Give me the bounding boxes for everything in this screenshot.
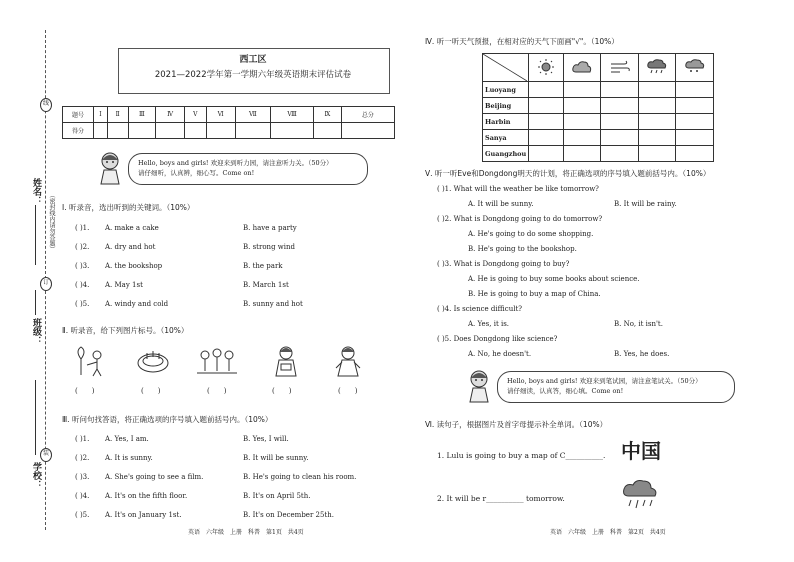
weather-cell[interactable] (563, 114, 601, 130)
weather-cell[interactable] (529, 98, 564, 114)
intro-line: 请仔细听，认真辨，细心写。Come on! (138, 168, 255, 177)
seal-notice: （密封线内请勿答题） (48, 192, 55, 252)
s1-q1-b: B. have a party (243, 224, 297, 232)
weather-cell[interactable] (529, 130, 564, 146)
tree-planting-icon (73, 345, 109, 377)
s6-q1[interactable]: 1. Lulu is going to buy a map of C__________. (437, 451, 606, 460)
weather-cell[interactable] (529, 114, 564, 130)
s5-q4-a: A. Yes, it is. (468, 320, 510, 328)
weather-cell[interactable] (563, 82, 601, 98)
s5-q3[interactable]: ( )3. What is Dongdong going to buy? (437, 260, 570, 268)
s5-q5-b: B. Yes, he does. (614, 350, 670, 358)
s5-q4-b: B. No, it isn't. (614, 320, 663, 328)
weather-col-cloudy (563, 54, 601, 82)
s2-pic2-blank[interactable]: ( ) (141, 387, 161, 395)
school-field[interactable] (35, 380, 36, 455)
score-cell[interactable] (271, 123, 314, 139)
weather-col-sunny (529, 54, 564, 82)
score-cell[interactable] (206, 123, 235, 139)
s1-q2-num[interactable]: ( )2. (75, 243, 90, 251)
page-footer-2: 英语 六年级 上册 科普 第2页 共4页 (550, 529, 666, 536)
weather-cell[interactable] (529, 146, 564, 162)
s3-q1-num[interactable]: ( )1. (75, 435, 90, 443)
weather-corner (483, 54, 529, 82)
weather-cell[interactable] (601, 98, 639, 114)
section-5-title: Ⅴ. 听一听Eve和Dongdong明天的计划，将正确选项的序号填入题前括号内。（10%） (425, 169, 711, 178)
section-6-title: Ⅵ. 读句子，根据图片及首字母提示补全单词。（10%） (425, 420, 608, 429)
diagonal-line (483, 54, 527, 81)
s2-pic3-blank[interactable]: ( ) (207, 387, 227, 395)
seal-mark: 装 (40, 448, 52, 462)
girl-mascot-icon (464, 368, 494, 404)
china-picture-text: 中国 (621, 439, 661, 463)
s3-q5-num[interactable]: ( )5. (75, 511, 90, 519)
weather-cell[interactable] (563, 130, 601, 146)
seal-mark: 线 (40, 98, 52, 112)
city-label: Harbin (483, 114, 529, 130)
girl-reading-icon (271, 344, 301, 378)
s1-q1-a: A. make a cake (105, 224, 159, 232)
score-cell[interactable] (128, 123, 156, 139)
score-cell[interactable] (94, 123, 108, 139)
score-header: Ⅳ (156, 107, 185, 123)
exam-district: 西工区 (239, 55, 267, 65)
score-header: Ⅴ (184, 107, 206, 123)
s1-q4-a: A. May 1st (105, 281, 143, 289)
score-cell[interactable] (156, 123, 185, 139)
cloudy-icon (572, 60, 592, 74)
page-footer-1: 英语 六年级 上册 科普 第1页 共4页 (188, 529, 304, 536)
weather-cell[interactable] (601, 146, 639, 162)
score-header: Ⅷ (271, 107, 314, 123)
writing-intro-bubble (497, 371, 735, 403)
city-label: Beijing (483, 98, 529, 114)
intro-line: Hello, boys and girls! 欢迎来到听力园，请注意听力关。（50分） (138, 159, 333, 167)
s1-q2-b: B. strong wind (243, 243, 295, 251)
score-header: Ⅱ (107, 107, 128, 123)
s5-q1-a: A. It will be sunny. (468, 200, 534, 208)
weather-cell[interactable] (601, 130, 639, 146)
exam-title: 2021—2022学年第一学期六年级英语期末评估试卷 (154, 70, 352, 80)
s5-q2[interactable]: ( )2. What is Dongdong going to do tomorrow? (437, 215, 603, 223)
s3-q3-num[interactable]: ( )3. (75, 473, 90, 481)
weather-cell[interactable] (563, 146, 601, 162)
score-row-label: 题号 (63, 107, 94, 123)
weather-cell[interactable] (676, 130, 714, 146)
score-row-label: 得分 (63, 123, 94, 139)
s5-q1[interactable]: ( )1. What will the weather be like tomorrow? (437, 185, 599, 193)
city-label: Luoyang (483, 82, 529, 98)
s6-q2[interactable]: 2. It will be r__________ tomorrow. (437, 494, 565, 503)
s5-q4[interactable]: ( )4. Is science difficult? (437, 305, 523, 313)
snowy-icon (685, 59, 705, 75)
score-header: Ⅸ (313, 107, 341, 123)
weather-cell[interactable] (638, 98, 676, 114)
weather-cell[interactable] (601, 82, 639, 98)
score-header: Ⅵ (206, 107, 235, 123)
score-cell[interactable] (313, 123, 341, 139)
weather-table (482, 53, 714, 162)
weather-cell[interactable] (638, 114, 676, 130)
s5-q3-a: A. He is going to buy some books about science. (468, 275, 640, 283)
s3-q2-num[interactable]: ( )2. (75, 454, 90, 462)
s1-q4-b: B. March 1st (243, 281, 289, 289)
s3-q5-b: B. It's on December 25th. (243, 511, 334, 519)
score-header: Ⅰ (94, 107, 108, 123)
s5-q3-b: B. He is going to buy a map of China. (468, 290, 601, 298)
weather-cell[interactable] (676, 98, 714, 114)
rainy-icon (647, 59, 667, 75)
windy-icon (610, 60, 630, 74)
school-label: 学校： (31, 462, 41, 489)
s2-pic5-blank[interactable]: ( ) (338, 387, 358, 395)
s1-q5-num[interactable]: ( )5. (75, 300, 90, 308)
s1-q3-a: A. the bookshop (105, 262, 163, 270)
s1-q2-a: A. dry and hot (105, 243, 156, 251)
score-header: Ⅶ (235, 107, 271, 123)
s5-q2-b: B. He's going to the bookshop. (468, 245, 577, 253)
s5-q2-a: A. He's going to do some shopping. (468, 230, 594, 238)
girl-mascot-icon (95, 150, 125, 186)
city-label: Sanya (483, 130, 529, 146)
girl-icon (333, 344, 363, 378)
score-cell[interactable] (235, 123, 271, 139)
s3-q4-a: A. It's on the fifth floor. (105, 492, 188, 500)
weather-cell[interactable] (676, 82, 714, 98)
score-cell[interactable] (107, 123, 128, 139)
party-icon (195, 343, 239, 377)
sunny-icon (537, 59, 555, 75)
s3-q2-b: B. It will be sunny. (243, 454, 309, 462)
s1-q5-a: A. windy and cold (105, 300, 169, 308)
section-1-title: Ⅰ. 听录音，选出听到的关键词。（10%） (62, 203, 195, 212)
s3-q5-a: A. It's on January 1st. (105, 511, 182, 519)
s3-q1-a: A. Yes, I am. (105, 435, 149, 443)
s5-q5-a: A. No, he doesn't. (468, 350, 532, 358)
weather-cell[interactable] (638, 130, 676, 146)
weather-cell[interactable] (676, 146, 714, 162)
weather-col-windy (601, 54, 639, 82)
class-field[interactable] (35, 290, 36, 315)
s1-q5-b: B. sunny and hot (243, 300, 303, 308)
score-table (62, 106, 395, 139)
score-cell[interactable] (184, 123, 206, 139)
section-4-title: Ⅳ. 听一听天气预报，在相对应的天气下面画"√"。（10%） (425, 37, 619, 46)
weather-col-snowy (676, 54, 714, 82)
s1-q1-num[interactable]: ( )1. (75, 224, 90, 232)
s3-q3-b: B. He's going to clean his room. (243, 473, 357, 481)
s1-q3-b: B. the park (243, 262, 283, 270)
s1-q4-num[interactable]: ( )4. (75, 281, 90, 289)
weather-cell[interactable] (563, 98, 601, 114)
s3-q2-a: A. It is sunny. (105, 454, 153, 462)
score-cell[interactable] (341, 123, 394, 139)
weather-col-rainy (638, 54, 676, 82)
name-field[interactable] (35, 205, 36, 265)
s3-q1-b: B. Yes, I will. (243, 435, 289, 443)
s2-pic4-blank[interactable]: ( ) (272, 387, 292, 395)
weather-cell[interactable] (638, 146, 676, 162)
name-label: 姓名： (31, 178, 41, 205)
s3-q4-num[interactable]: ( )4. (75, 492, 90, 500)
s5-q1-b: B. It will be rainy. (614, 200, 677, 208)
s1-q3-num[interactable]: ( )3. (75, 262, 90, 270)
s2-pic1-blank[interactable]: ( ) (75, 387, 95, 395)
listening-intro-bubble (128, 153, 368, 185)
intro-line: Hello, boys and girls! 欢迎来到笔试园，请注意笔试关。（50分） (507, 377, 702, 385)
s5-q5[interactable]: ( )5. Does Dongdong like science? (437, 335, 558, 343)
city-label: Guangzhou (483, 146, 529, 162)
section-2-title: Ⅱ. 听录音，给下列图片标号。（10%） (62, 326, 189, 335)
s3-q3-a: A. She's going to see a film. (105, 473, 204, 481)
section-3-title: Ⅲ. 听问句找答语，将正确选项的序号填入题前括号内。（10%） (62, 415, 273, 424)
cake-icon (135, 345, 171, 377)
seal-mark: 订 (40, 277, 52, 291)
weather-cell[interactable] (638, 82, 676, 98)
weather-cell[interactable] (676, 114, 714, 130)
class-label: 班级： (31, 318, 41, 345)
score-header: Ⅲ (128, 107, 156, 123)
intro-line: 请仔细读，认真答，细心填。Come on! (507, 386, 624, 395)
weather-cell[interactable] (601, 114, 639, 130)
rainy-cloud-icon (621, 478, 659, 512)
weather-cell[interactable] (529, 82, 564, 98)
s3-q4-b: B. It's on April 5th. (243, 492, 311, 500)
score-header: 总分 (341, 107, 394, 123)
